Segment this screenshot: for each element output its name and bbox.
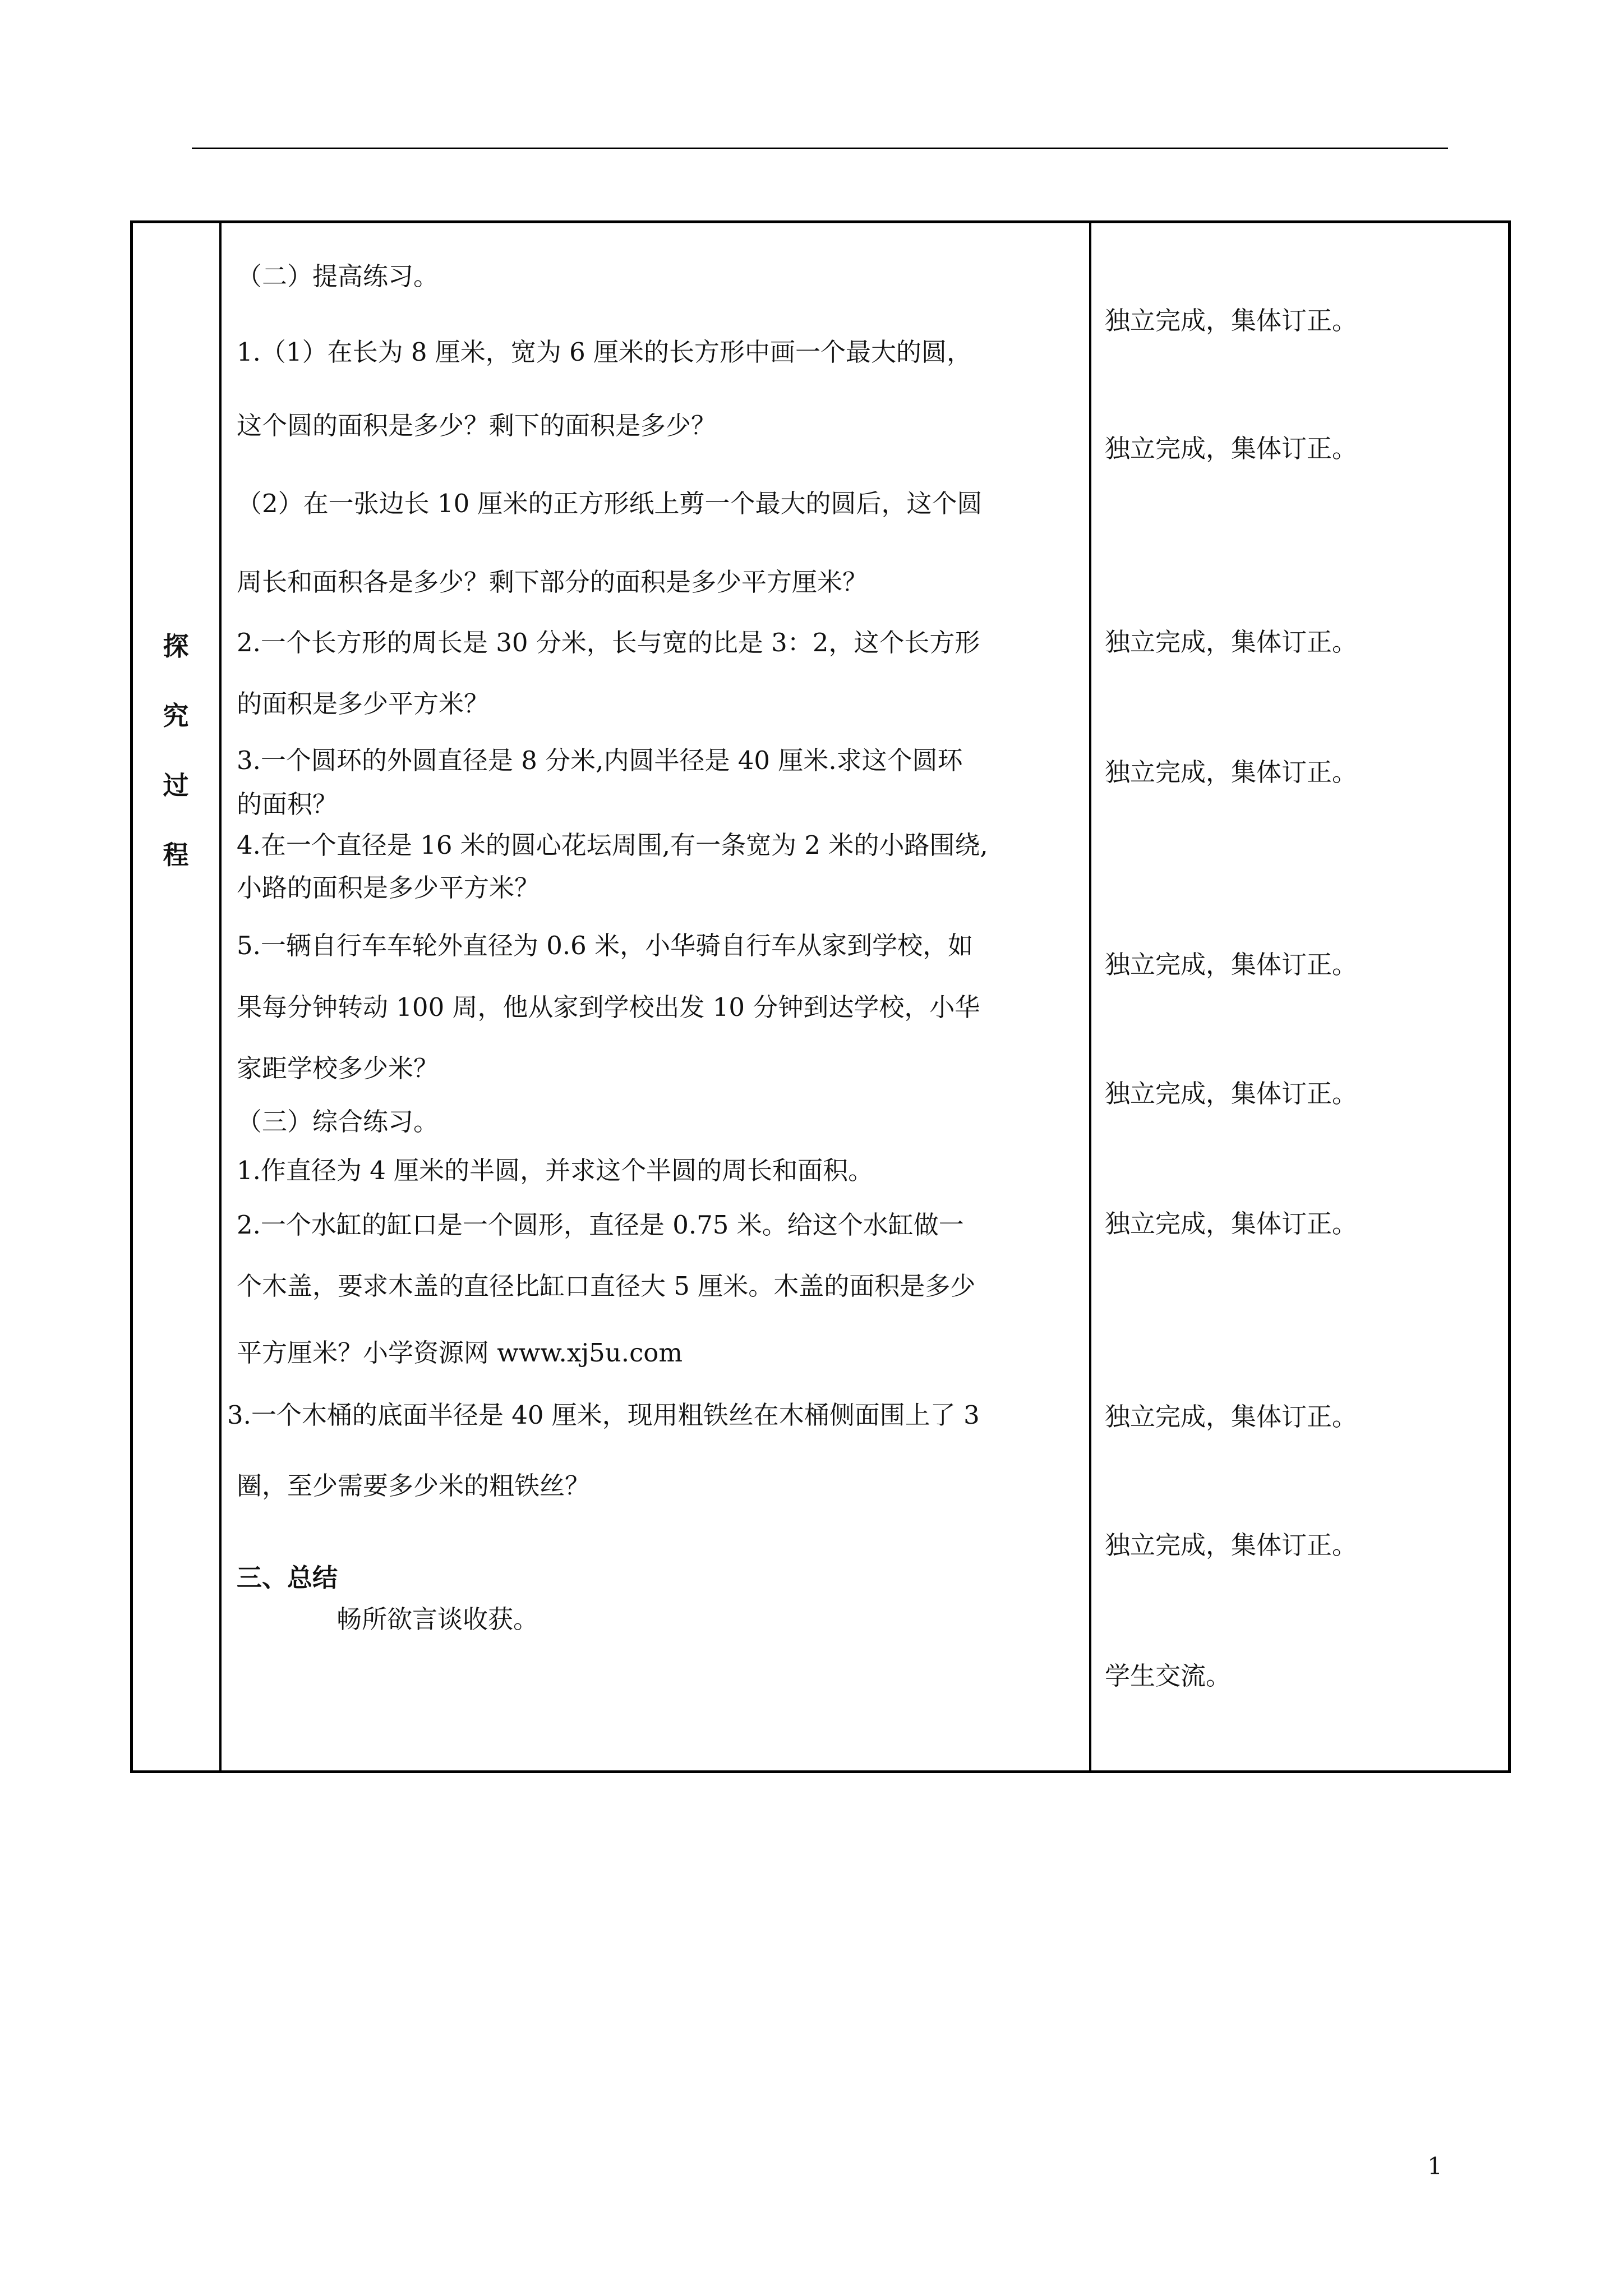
activity-note: 独立完成，集体订正。 [1105,627,1358,657]
question-line: 圈，至少需要多少米的粗铁丝？ [237,1471,591,1501]
section-label-char: 程 [163,840,189,870]
section-label-char: 探 [163,631,189,661]
activity-note: 独立完成，集体订正。 [1105,950,1358,979]
activity-note: 独立完成，集体订正。 [1105,1079,1358,1108]
question-line: 3.一个圆环的外圆直径是 8 分米,内圆半径是 40 厘米.求这个圆环 [237,746,963,775]
activity-note: 独立完成，集体订正。 [1105,1209,1358,1239]
summary-heading: 三、总结 [237,1563,338,1593]
activity-note: 独立完成，集体订正。 [1105,1530,1358,1560]
column-divider-right [1089,220,1091,1773]
question-line: 的面积？ [237,789,338,819]
improve-practice-heading: （二）提高练习。 [237,261,439,291]
activity-note: 独立完成，集体订正。 [1105,306,1358,335]
header-rule [192,148,1448,149]
question-line: 1.（1）在长为 8 厘米，宽为 6 厘米的长方形中画一个最大的圆， [237,337,972,367]
question-line: 4.在一个直径是 16 米的圆心花坛周围,有一条宽为 2 米的小路围绕, [237,830,988,860]
question-line: 这个圆的面积是多少？剩下的面积是多少？ [237,411,717,440]
question-line: （2）在一张边长 10 厘米的正方形纸上剪一个最大的圆后，这个圆 [237,489,983,518]
question-line: 的面积是多少平方米？ [237,689,490,719]
question-line: 周长和面积各是多少？剩下部分的面积是多少平方厘米？ [237,567,868,597]
question-line: 2.一个水缸的缸口是一个圆形，直径是 0.75 米。给这个水缸做一 [237,1210,964,1240]
section-label-char: 过 [163,770,189,800]
comprehensive-practice-heading: （三）综合练习。 [237,1107,439,1137]
question-line: 5.一辆自行车车轮外直径为 0.6 米，小华骑自行车从家到学校，如 [237,931,974,960]
question-line: 果每分钟转动 100 周，他从家到学校出发 10 分钟到达学校，小华 [237,992,980,1022]
summary-text: 畅所欲言谈收获。 [336,1604,539,1634]
question-line: 平方厘米？小学资源网 www.xj5u.com [237,1338,683,1368]
section-label-char: 究 [163,701,189,731]
question-line: 2.一个长方形的周长是 30 分米，长与宽的比是 3：2，这个长方形 [237,628,980,657]
page-number: 1 [1427,2152,1442,2180]
question-line: 1.作直径为 4 厘米的半圆，并求这个半圆的周长和面积。 [237,1156,874,1185]
activity-note: 独立完成，集体订正。 [1105,434,1358,463]
activity-note: 独立完成，集体订正。 [1105,1402,1358,1432]
activity-note: 独立完成，集体订正。 [1105,757,1358,787]
activity-note: 学生交流。 [1105,1661,1232,1691]
question-line: 小路的面积是多少平方米？ [237,873,540,903]
section-label-inquiry-process [132,611,219,890]
question-line: 个木盖，要求木盖的直径比缸口直径大 5 厘米。木盖的面积是多少 [237,1271,976,1301]
question-line: 3.一个木桶的底面半径是 40 厘米，现用粗铁丝在木桶侧面围上了 3 [227,1400,980,1430]
question-line: 家距学校多少米？ [237,1053,439,1083]
column-divider-left [219,220,222,1773]
